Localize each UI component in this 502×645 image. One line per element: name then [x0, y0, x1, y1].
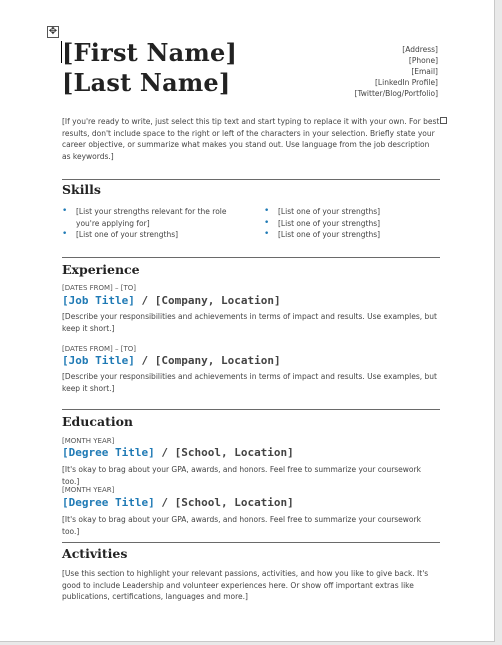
- education-description[interactable]: [It's okay to brag about your GPA, awards, and honors. Feel free to summarize your coursework too.]: [62, 515, 421, 536]
- job-dates[interactable]: [DATES FROM] – [TO]: [62, 345, 136, 353]
- education-heading: Education: [62, 414, 134, 429]
- contact-info: [355, 44, 438, 99]
- title-separator: /: [154, 496, 175, 509]
- name-block[interactable]: [62, 38, 237, 98]
- list-item[interactable]: • [List one of your strengths]: [264, 229, 381, 239]
- job-title[interactable]: [Job Title]: [62, 294, 135, 307]
- resize-handle-icon[interactable]: [440, 117, 447, 124]
- table-move-anchor-icon[interactable]: ✥: [48, 26, 58, 37]
- intro-text[interactable]: [If you're ready to write, just select this tip text and start typing to replace it with your own. For best results, don't include space to the right or left of the characters in your selection. Briefly state your career objective, or summarize what makes you stand out. Use language from the job description as keywords.]: [62, 117, 440, 161]
- job-dates[interactable]: [DATES FROM] – [TO]: [62, 284, 136, 292]
- contact-address[interactable]: [Address]: [402, 45, 438, 54]
- title-separator: /: [134, 294, 155, 307]
- contact-linkedin[interactable]: [LinkedIn Profile]: [375, 78, 438, 87]
- list-item[interactable]: • [List one of your strengths]: [264, 206, 381, 216]
- contact-email[interactable]: [Email]: [411, 67, 438, 76]
- experience-heading: Experience: [62, 262, 140, 277]
- bullet-dot-icon: •: [264, 229, 270, 239]
- section-divider: [62, 409, 440, 410]
- skills-heading: Skills: [62, 182, 101, 197]
- bullet-dot-icon: •: [62, 206, 68, 216]
- contact-portfolio[interactable]: [Twitter/Blog/Portfolio]: [354, 89, 438, 98]
- degree-title[interactable]: [Degree Title]: [62, 446, 155, 459]
- job-title-line[interactable]: [62, 294, 281, 307]
- section-divider: [62, 542, 440, 543]
- title-separator: /: [134, 354, 155, 367]
- education-description[interactable]: [It's okay to brag about your GPA, awards, and honors. Feel free to summarize your coursework too.]: [62, 465, 421, 486]
- skills-left-list: [62, 206, 252, 241]
- job-description[interactable]: [Describe your responsibilities and achievements in terms of impact and results. Use examples, but keep it short.]: [62, 372, 437, 393]
- degree-title-line[interactable]: [62, 496, 294, 509]
- last-name[interactable]: [Last Name]: [62, 68, 231, 97]
- degree-title[interactable]: [Degree Title]: [62, 496, 155, 509]
- activities-heading: Activities: [62, 546, 128, 561]
- bullet-dot-icon: •: [62, 229, 68, 239]
- title-separator: /: [154, 446, 175, 459]
- school-location[interactable]: [School, Location]: [174, 496, 294, 509]
- section-divider: [62, 257, 440, 258]
- bullet-dot-icon: •: [264, 206, 270, 216]
- activities-text[interactable]: [Use this section to highlight your relevant passions, activities, and how you like to give back. It's good to include Leadership and volunteer experiences here. Or show off important extras like publications, certifications, languages and more.]: [62, 569, 429, 601]
- job-description[interactable]: [Describe your responsibilities and achievements in terms of impact and results. Use examples, but keep it short.]: [62, 312, 437, 333]
- skills-right-list: [264, 206, 440, 241]
- education-date[interactable]: [MONTH YEAR]: [62, 486, 115, 494]
- job-title-line[interactable]: [62, 354, 281, 367]
- job-title[interactable]: [Job Title]: [62, 354, 135, 367]
- bullet-dot-icon: •: [264, 217, 270, 228]
- school-location[interactable]: [School, Location]: [174, 446, 294, 459]
- list-item[interactable]: • [List one of your strengths]: [264, 217, 381, 228]
- contact-phone[interactable]: [Phone]: [408, 56, 438, 65]
- degree-title-line[interactable]: [62, 446, 294, 459]
- company-location[interactable]: [Company, Location]: [154, 294, 281, 307]
- list-item[interactable]: • [List your strengths relevant for the role you're applying for]: [62, 206, 227, 228]
- list-item[interactable]: • [List one of your strengths]: [62, 229, 179, 239]
- first-name[interactable]: [First Name]: [62, 38, 238, 67]
- education-date[interactable]: [MONTH YEAR]: [62, 437, 115, 445]
- company-location[interactable]: [Company, Location]: [154, 354, 281, 367]
- section-divider: [62, 179, 440, 180]
